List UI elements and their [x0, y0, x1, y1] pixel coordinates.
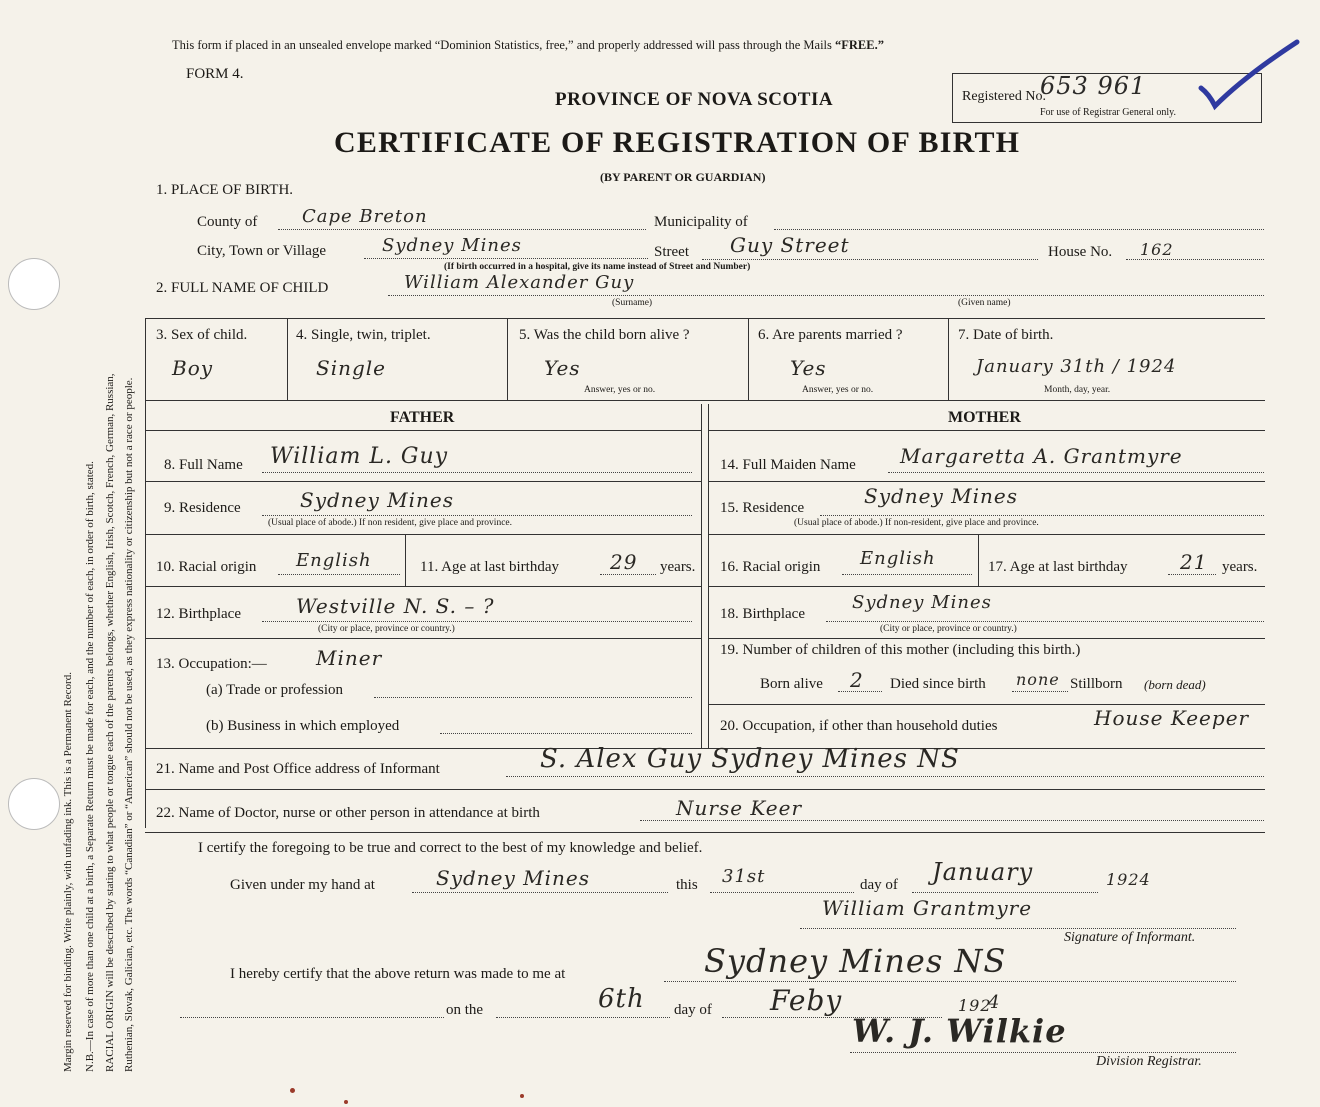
racial-age-divider-f [405, 534, 406, 586]
mother-birthplace-note: (City or place, province or country.) [880, 624, 1017, 634]
parents-married-label: 6. Are parents married ? [758, 327, 903, 343]
mother-years-label: years. [1222, 559, 1258, 575]
mother-racial-value: English [860, 548, 936, 569]
ink-spot [520, 1094, 524, 1098]
born-alive-value: Yes [544, 356, 581, 380]
father-occupation-value: Miner [316, 646, 383, 670]
row3-divider-4 [948, 318, 949, 400]
mother-occupation-value: House Keeper [1094, 706, 1250, 730]
form-number: FORM 4. [186, 66, 244, 82]
city-label: City, Town or Village [197, 243, 327, 259]
registrar-left-line [180, 1017, 444, 1018]
father-birthplace-label: 12. Birthplace [156, 606, 241, 622]
sex-value: Boy [172, 356, 214, 380]
place-of-birth-heading: 1. PLACE OF BIRTH. [156, 182, 294, 198]
informant-value: S. Alex Guy Sydney Mines NS [540, 744, 960, 774]
rule-after-doctor [145, 832, 1265, 833]
date-of-birth-note: Month, day, year. [1044, 385, 1111, 395]
mother-residence-line [820, 515, 1264, 516]
surname-note: (Surname) [612, 298, 653, 308]
given-year-value: 1924 [1106, 870, 1151, 889]
mother-name-line [888, 472, 1264, 473]
mother-age-value: 21 [1180, 550, 1208, 574]
informant-label: 21. Name and Post Office address of Informant [156, 761, 440, 777]
racial-age-divider-m [978, 534, 979, 586]
margin-note-1: Margin reserved for binding. Write plainly, with unfading ink. This is a Permanent Record. [62, 672, 74, 1072]
ink-spot [290, 1088, 295, 1093]
mother-racial-line [842, 574, 972, 575]
stillborn-label: Stillborn [1070, 676, 1123, 692]
father-residence-value: Sydney Mines [300, 488, 455, 512]
business-line [440, 733, 692, 734]
rule-after-residence [145, 534, 701, 535]
date-of-birth-label: 7. Date of birth. [958, 327, 1054, 343]
doctor-line [640, 820, 1264, 821]
margin-note-3: RACIAL ORIGIN will be described by stating to what people or tongue each of the parents belongs, whether English, Irish, Scotch, French, German, Russian, [104, 373, 116, 1072]
center-divider-right [708, 404, 709, 748]
house-number-value: 162 [1140, 240, 1174, 259]
doctor-label: 22. Name of Doctor, nurse or other person in attendance at birth [156, 805, 540, 821]
father-residence-note: (Usual place of abode.) If non resident, give place and province. [268, 518, 512, 528]
registrar-signature: W. J. Wilkie [852, 1012, 1067, 1050]
hospital-note: (If birth occurred in a hospital, give its name instead of Street and Number) [444, 262, 751, 272]
mother-name-value: Margaretta A. Grantmyre [900, 444, 1183, 468]
registrar-day-line [496, 1017, 670, 1018]
rule-after-name [145, 481, 701, 482]
father-age-label: 11. Age at last birthday [420, 559, 559, 575]
died-since-birth-line [1012, 691, 1068, 692]
center-divider-left [701, 404, 702, 748]
rule-after-birthplace-m [708, 638, 1265, 639]
registrar-signature-label: Division Registrar. [1096, 1054, 1202, 1069]
father-age-value: 29 [610, 550, 638, 574]
top-notice-text: This form if placed in an unsealed envelope marked “Dominion Statistics, free,” and properly addressed will pass through the Mails [172, 38, 832, 52]
registrar-signature-line [850, 1052, 1236, 1053]
parents-married-note: Answer, yes or no. [802, 385, 874, 395]
business-label: (b) Business in which employed [206, 718, 400, 734]
father-birthplace-value: Westville N. S. – ? [296, 594, 495, 618]
father-years-label: years. [660, 559, 696, 575]
form-left-border [145, 318, 146, 828]
plurality-label: 4. Single, twin, triplet. [296, 327, 431, 343]
father-name-value: William L. Guy [270, 444, 449, 469]
city-value: Sydney Mines [382, 235, 522, 256]
margin-note-4: Ruthenian, Slovak, Galician, etc. The words “Canadian” or “American” should not be used, as they express nationality or citizenship but not a race or people. [123, 377, 135, 1072]
mother-residence-value: Sydney Mines [864, 484, 1019, 508]
informant-line [506, 776, 1264, 777]
given-day-of-label: day of [860, 877, 898, 893]
rule-after-mother-children [708, 704, 1265, 705]
page-title: CERTIFICATE OF REGISTRATION OF BIRTH [334, 126, 1021, 159]
city-line [364, 258, 648, 259]
heading-rule-left [145, 430, 701, 431]
mother-birthplace-label: 18. Birthplace [720, 606, 805, 622]
father-heading: FATHER [390, 409, 455, 426]
county-value: Cape Breton [302, 206, 428, 227]
trade-line [374, 697, 692, 698]
died-since-birth-label: Died since birth [890, 676, 986, 692]
check-mark-icon [1195, 36, 1305, 116]
ink-spot [344, 1100, 348, 1104]
born-alive-note: Answer, yes or no. [584, 385, 656, 395]
child-name-value: William Alexander Guy [404, 272, 635, 293]
father-residence-label: 9. Residence [164, 500, 241, 516]
row3-divider-1 [287, 318, 288, 400]
given-under-hand-label: Given under my hand at [230, 877, 375, 893]
given-month-line [912, 892, 1098, 893]
county-line [278, 229, 646, 230]
father-birthplace-note: (City or place, province or country.) [318, 624, 455, 634]
street-value: Guy Street [730, 233, 850, 257]
house-number-line [1126, 259, 1264, 260]
mother-residence-note: (Usual place of abode.) If non-resident, give place and province. [794, 518, 1039, 528]
informant-signature-label: Signature of Informant. [1064, 930, 1196, 945]
father-age-line [600, 574, 656, 575]
rule-after-racial-m [708, 586, 1265, 587]
municipality-line [774, 229, 1264, 230]
born-alive-label: 5. Was the child born alive ? [519, 327, 690, 343]
sex-label: 3. Sex of child. [156, 327, 248, 343]
certify-statement: I certify the foregoing to be true and correct to the best of my knowledge and belief. [198, 840, 703, 856]
street-line [702, 259, 1038, 260]
margin-note-2: N.B.—In case of more than one child at a birth, a Separate Return must be made for each, and the number of each, in order of birth, stated. [84, 461, 96, 1072]
father-name-label: 8. Full Name [164, 457, 243, 473]
father-occupation-label: 13. Occupation:— [156, 656, 267, 672]
given-name-note: (Given name) [958, 298, 1011, 308]
row3-top-rule [145, 318, 1265, 319]
mother-birthplace-line [826, 621, 1264, 622]
born-alive-count-value: 2 [850, 668, 864, 692]
mother-residence-label: 15. Residence [720, 500, 805, 516]
registrar-day-of-label: day of [674, 1002, 712, 1018]
rule-after-racial [145, 586, 701, 587]
registered-note: For use of Registrar General only. [1040, 107, 1176, 118]
father-racial-line [278, 574, 400, 575]
page-subtitle: (BY PARENT OR GUARDIAN) [600, 170, 766, 184]
child-name-line [388, 295, 1264, 296]
stillborn-note: (born dead) [1144, 677, 1206, 692]
house-number-label: House No. [1048, 244, 1113, 260]
registrar-place-value: Sydney Mines NS [704, 942, 1007, 980]
father-birthplace-line [262, 621, 692, 622]
province-heading: PROVINCE OF NOVA SCOTIA [555, 89, 834, 110]
rule-after-residence-m [708, 534, 1265, 535]
top-notice [172, 38, 884, 53]
county-label: County of [197, 214, 258, 230]
heading-rule-right [708, 430, 1265, 431]
registrar-day-value: 6th [598, 984, 645, 1014]
given-day-line [710, 892, 854, 893]
registrar-place-line [664, 981, 1236, 982]
binding-hole-bottom [8, 778, 60, 830]
given-this-label: this [676, 877, 698, 893]
rule-after-name-m [708, 481, 1265, 482]
informant-signature-line [800, 928, 1236, 929]
plurality-value: Single [316, 356, 387, 380]
registrar-statement: I hereby certify that the above return was made to me at [230, 966, 566, 982]
row3-bottom-rule [145, 400, 1265, 401]
mother-name-label: 14. Full Maiden Name [720, 457, 856, 473]
mother-age-line [1168, 574, 1216, 575]
mother-children-label: 19. Number of children of this mother (including this birth.) [720, 642, 1081, 658]
municipality-label: Municipality of [654, 214, 748, 230]
registrar-year-prefix: 192 [958, 996, 992, 1015]
row3-divider-2 [507, 318, 508, 400]
mother-racial-label: 16. Racial origin [720, 559, 821, 575]
mother-occupation-label: 20. Occupation, if other than household duties [720, 718, 998, 734]
registrar-year-value: 4 [988, 992, 1001, 1013]
parents-married-value: Yes [790, 356, 827, 380]
registered-label: Registered No. [962, 89, 1046, 104]
binding-hole-top [8, 258, 60, 310]
child-name-label: 2. FULL NAME OF CHILD [156, 280, 329, 296]
rule-after-informant [145, 789, 1265, 790]
informant-signature: William Grantmyre [822, 896, 1033, 920]
rule-after-birthplace [145, 638, 701, 639]
mother-birthplace-value: Sydney Mines [852, 592, 992, 613]
father-racial-value: English [296, 550, 372, 571]
top-notice-free: “FREE.” [835, 38, 884, 52]
mother-heading: MOTHER [948, 409, 1021, 426]
doctor-value: Nurse Keer [676, 796, 803, 820]
father-residence-line [262, 515, 692, 516]
born-alive-count-label: Born alive [760, 676, 823, 692]
given-place-line [412, 892, 668, 893]
registered-number: 653 961 [1040, 72, 1147, 100]
died-since-birth-value: none [1016, 670, 1060, 689]
given-month-value: January [932, 858, 1034, 886]
given-place-value: Sydney Mines [436, 866, 591, 890]
registrar-on-the-label: on the [446, 1002, 484, 1018]
trade-label: (a) Trade or profession [206, 682, 344, 698]
registrar-month-value: Feby [770, 984, 843, 1017]
row3-divider-3 [748, 318, 749, 400]
father-racial-label: 10. Racial origin [156, 559, 257, 575]
given-day-value: 31st [722, 866, 766, 887]
father-name-line [262, 472, 692, 473]
mother-age-label: 17. Age at last birthday [988, 559, 1128, 575]
date-of-birth-value: January 31th / 1924 [976, 356, 1177, 377]
street-label: Street [654, 244, 689, 260]
